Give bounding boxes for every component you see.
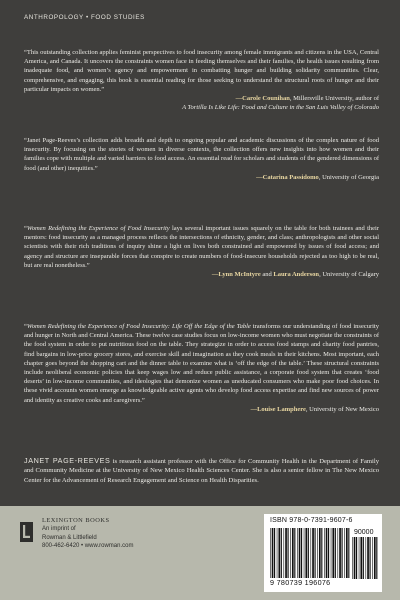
book-title-mention: Women Redefining the Experience of Food Insecurity: Life Off the Edge of the Table — [26, 323, 251, 330]
barcode-icon — [270, 528, 350, 578]
endorsement-4 — [24, 322, 379, 414]
endorser-name: Louise Lamphere — [257, 405, 306, 413]
endorser-name-2: Laura Anderson — [273, 271, 320, 279]
endorsement-text: “This outstanding collection applies feminist perspectives to food insecurity among female immigrants and citizens in the USA, Central America, and Canada. It uncovers the constraints women face in feeding themselves and their families, the health issues resulting from inadequate food, and women’s agency and empowerment in combatting hunger and building solidarity communities. Clear, comprehensive, and engaging, this book is essential reading for those seeking to understand the structural roots of hunger and their particular impacts on women.” — [24, 49, 379, 93]
isbn-number: ISBN 978-0-7391-9607-6 — [270, 517, 353, 524]
endorsement-3 — [24, 224, 379, 279]
publisher-parent: Rowman & Littlefield — [42, 534, 97, 541]
publisher-imprint: An imprint of — [42, 526, 76, 533]
endorsement-attribution: —Catarina Passidomo, University of Georgia — [256, 173, 379, 181]
endorsement-2 — [24, 136, 379, 182]
endorser-name: Carole Counihan — [242, 95, 290, 103]
endorsement-attribution: —Lynn McIntyre and Laura Anderson, University of Calgary — [211, 271, 379, 279]
endorser-affiliation: , Millersville University, author of — [289, 95, 379, 103]
endorser-affiliation: , University of Georgia — [318, 173, 379, 181]
publisher-logo-icon — [20, 522, 33, 542]
isbn-barcode — [264, 514, 382, 592]
endorsement-text: “Women Redefining the Experience of Food Insecurity lays several important issues squarely on the table for both trainees and their mentors: food insecurity as a managed process reflects the intersections of ethnicity, gender, and class; anthropologists and other social scientists with their rich traditions of inquiry shine a light on lives both constrained and empowered by issues of food access; and agency and structure are inseparable forces that conspire to create numbers of food-insecure households rejected as too high to be real, but are real nonetheless.” — [24, 225, 379, 269]
subject-category: ANTHROPOLOGY • FOOD STUDIES — [24, 14, 145, 21]
endorsement-attribution: —Louise Lamphere, University of New Mexico — [250, 405, 379, 413]
endorsement-text: “Women Redefining the Experience of Food Insecurity: Life Off the Edge of the Table transforms our understanding of food insecurity and hunger in North and Central America. These twelve case studies focus on low-income women who must negotiate the constraints of the food system in order to put nutritious food on the table. They strategize in order to access food stamps and charity food pantries, find bargains in low-price grocery stores, and exercise skill and imagination as they cook meals in their kitchens. Most important, each chapter goes beyond the shopping cart and the dinner table to examine what is ‘off the edge of the table.’ These structural constraints include neoliberal economic policies that keep wages low and reduce public assistance, a corporate food system that creates ‘food deserts’ in low-income communities, and ideologies that demonize women as uneducated consumers who make poor food choices. In these vivid accounts women emerge as knowledgeable active agents who develop food access expertise and find new sources of power and identity as creative cooks and caregivers.” — [24, 323, 379, 404]
endorsement-1 — [24, 48, 379, 112]
endorser-affiliation: , University of New Mexico — [305, 405, 379, 413]
endorsement-text: “Janet Page-Reeves’s collection adds breadth and depth to ongoing popular and academic discussions of the complex nature of food insecurity. By focusing on the stories of women in diverse contexts, the collection offers new insights into how women and their families cope with multiple and varied barriers to food access. An essential read for scholars and students of the gendered dimensions of food (and other) inequities.” — [24, 137, 379, 172]
publisher-footer — [0, 506, 400, 600]
book-title-mention: Women Redefining the Experience of Food Insecurity — [26, 225, 170, 232]
barcode-digits: 9 780739 196076 — [270, 578, 331, 587]
author-bio — [24, 456, 379, 485]
endorser-affiliation: , University of Calgary — [319, 271, 379, 279]
price-code: 90000 — [354, 529, 374, 536]
publisher-info — [42, 517, 133, 551]
endorser-name: Lynn McIntyre — [218, 271, 261, 279]
publisher-name: LEXINGTON BOOKS — [42, 517, 110, 524]
author-bio-text: is research assistant professor with the Office for Community Health in the Department of Family and Community Medicine at the University of New Mexico Health Sciences Center. She is also a senior fellow in The New Mexico Center for the Advancement of Research Engagement and Science on Health Disparities. — [24, 458, 379, 484]
addon-barcode-icon — [352, 537, 378, 579]
author-name: JANET PAGE-REEVES — [24, 456, 111, 465]
endorser-name: Catarina Passidomo — [262, 173, 319, 181]
endorser-book-title: A Tortilla Is Like Life: Food and Culture in the San Luis Valley of Colorado — [182, 104, 379, 112]
endorsement-attribution: —Carole Counihan, Millersville University, author of A Tortilla Is Like Life: Food and Culture in the San Luis Valley of Colorado — [182, 95, 379, 112]
publisher-contact: 800-462-6420 • www.rowman.com — [42, 543, 134, 550]
